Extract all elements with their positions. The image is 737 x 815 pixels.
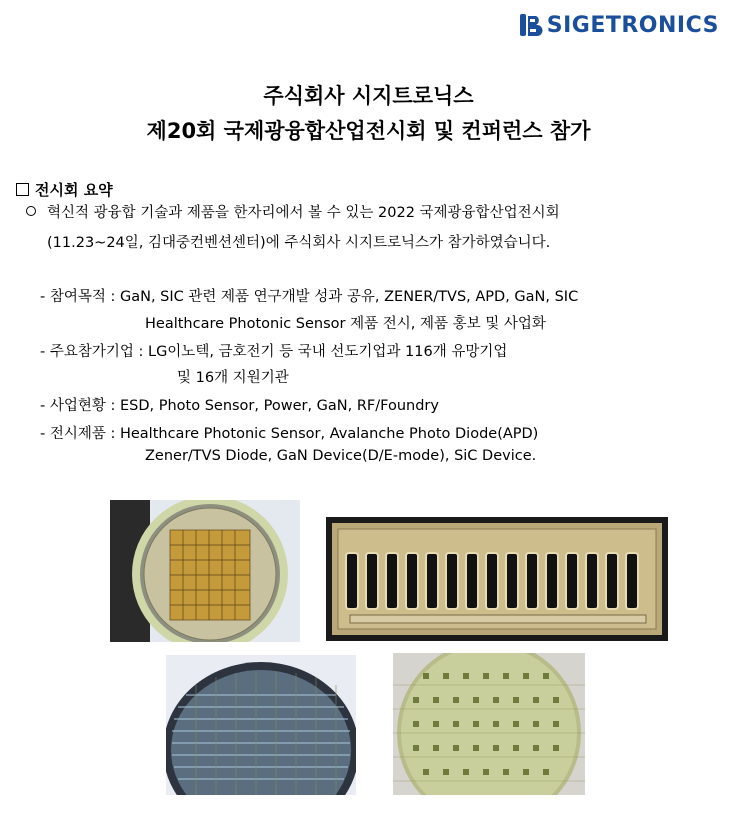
item-products: - 전시제품 : Healthcare Photonic Sensor, Avalanche Photo Diode(APD) (40, 426, 539, 442)
sigetronics-logo-icon (519, 12, 543, 38)
photo-sensor-die (326, 517, 668, 641)
page-subtitle: 제20회 국제광융합산업전시회 및 컨퍼런스 참가 (146, 119, 591, 143)
section-heading-text: 전시회 요약 (35, 181, 113, 199)
patterned-wafer-image (166, 655, 356, 795)
item-companies: - 주요참가기업 : LG이노텍, 금호전기 등 국내 선도기업과 116개 유망기업 (40, 344, 508, 360)
gold-wafer-image (110, 500, 300, 642)
summary-line-2: (11.23~24일, 김대중컨벤션센터)에 주식회사 시지트로닉스가 참가하였습니다. (47, 235, 551, 251)
green-wafer-image (393, 653, 585, 795)
checkbox-square-icon (16, 183, 29, 196)
item-purpose: - 참여목적 : GaN, SIC 관련 제품 연구개발 성과 공유, ZENER/TVS, APD, GaN, SIC (40, 289, 579, 305)
item-companies-cont: 및 16개 지원기관 (177, 370, 289, 386)
company-logo (519, 12, 719, 38)
item-purpose-cont: Healthcare Photonic Sensor 제품 전시, 제품 홍보 및 사업화 (145, 316, 546, 332)
section-heading (16, 179, 113, 200)
item-business: - 사업현황 : ESD, Photo Sensor, Power, GaN, RF/Foundry (40, 398, 439, 414)
photo-gold-wafer (110, 500, 300, 642)
summary-line-1: 혁신적 광융합 기술과 제품을 한자리에서 볼 수 있는 2022 국제광융합산업전시회 (47, 205, 560, 221)
page-title: 주식회사 시지트로닉스 (263, 84, 474, 108)
photo-green-wafer (393, 653, 585, 795)
photo-patterned-wafer (166, 655, 356, 795)
item-products-cont: Zener/TVS Diode, GaN Device(D/E-mode), SiC Device. (145, 448, 537, 464)
logo-text: SIGETRONICS (546, 12, 719, 38)
circle-bullet-icon (26, 206, 36, 216)
sensor-die-image (326, 517, 668, 641)
